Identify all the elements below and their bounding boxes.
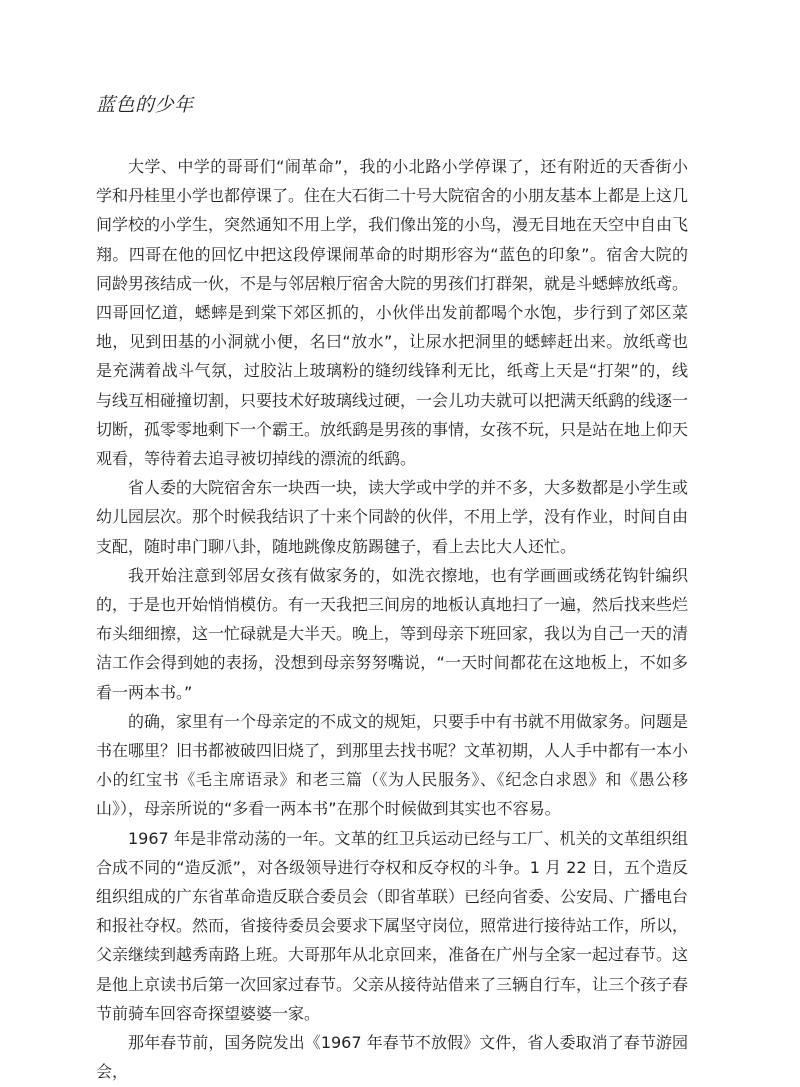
paragraph-6: 那年春节前，国务院发出《1967 年春节不放假》文件，省人委取消了春节游园会， bbox=[96, 1033, 688, 1082]
paragraph-1: 大学、中学的哥哥们“闹革命”，我的小北路小学停课了，还有附近的天香街小学和丹桂里小学也都停课了。住在大石街二十号大院宿舍的小朋友基本上都是上这几间学校的小学生，突然通知不用上学，我们像出笼的小鸟，漫无目地在天空中自由飞翔。四哥在他的回忆中把这段停课闹革命的时期形容为“蓝色的印象”。宿舍大院的同龄男孩结成一伙，不是与邻居粮厅宿舍大院的男孩们打群架，就是斗蟋蟀放纸鸢。四哥回忆道，蟋蟀是到棠下郊区抓的，小伙伴出发前都喝个水饱，步行到了郊区菜地，见到田基的小洞就小便，名曰“放水”，让尿水把洞里的蟋蟀赶出来。放纸鸢也是充满着战斗气氛，过胶沾上玻璃粉的缝纫线锋利无比，纸鸢上天是“打架”的，线与线互相碰撞切割，只要技术好玻璃线过硬，一会儿功夫就可以把满天纸鹞的线逐一切断，孤零零地剩下一个霸王。放纸鹞是男孩的事情，女孩不玩，只是站在地上仰天观看，等待着去追寻被切掉线的漂流的纸鹞。 bbox=[96, 157, 689, 469]
paragraph-3: 我开始注意到邻居女孩有做家务的，如洗衣擦地，也有学画画或绣花钩针编织的，于是也开始悄悄模仿。有一天我把三间房的地板认真地扫了一遍，然后找来些烂布头细细擦，这一忙碌就是大半天。晚上，等到母亲下班回家，我以为自己一天的清洁工作会得到她的表扬，没想到母亲努努嘴说，“一天时间都花在这地板上，不如多看一两本书。” bbox=[96, 565, 689, 702]
paragraph-2: 省人委的大院宿舍东一块西一块，读大学或中学的并不多，大多数都是小学生或幼儿园层次。那个时候我结识了十来个同龄的伙伴，不用上学，没有作业，时间自由支配，随时串门聊八卦，随地跳像皮筋踢毽子，看上去比大人还忙。 bbox=[96, 478, 689, 556]
paragraph-5: 1967 年是非常动荡的一年。文革的红卫兵运动已经与工厂、机关的文革组织组合成不同的“造反派”，对各级领导进行夺权和反夺权的斗争。1 月 22 日，五个造反组织组成的广东省革命造反联合委员会（即省革联）已经向省委、公安局、广播电台和报社夺权。然而，省接待委员会要求下属坚守岗位，照常进行接待站工作，所以，父亲继续到越秀南路上班。大哥那年从北京回来，准备在广州与全家一起过春节。这是他上京读书后第一次回家过春节。父亲从接待站借来了三辆自行车，让三个孩子春节前骑车回容奇探望婆婆一家。 bbox=[96, 828, 689, 1023]
paragraph-4: 的确，家里有一个母亲定的不成文的规矩，只要手中有书就不用做家务。问题是书在哪里？旧书都被破四旧烧了，到那里去找书呢？文革初期，人人手中都有一本小小的红宝书《毛主席语录》和老三篇（《为人民服务》、《纪念白求恩》和《愚公移山》），母亲所说的“多看一两本书”在那个时候做到其实也不容易。 bbox=[96, 711, 689, 819]
page-title: 蓝色的少年 bbox=[96, 94, 194, 116]
